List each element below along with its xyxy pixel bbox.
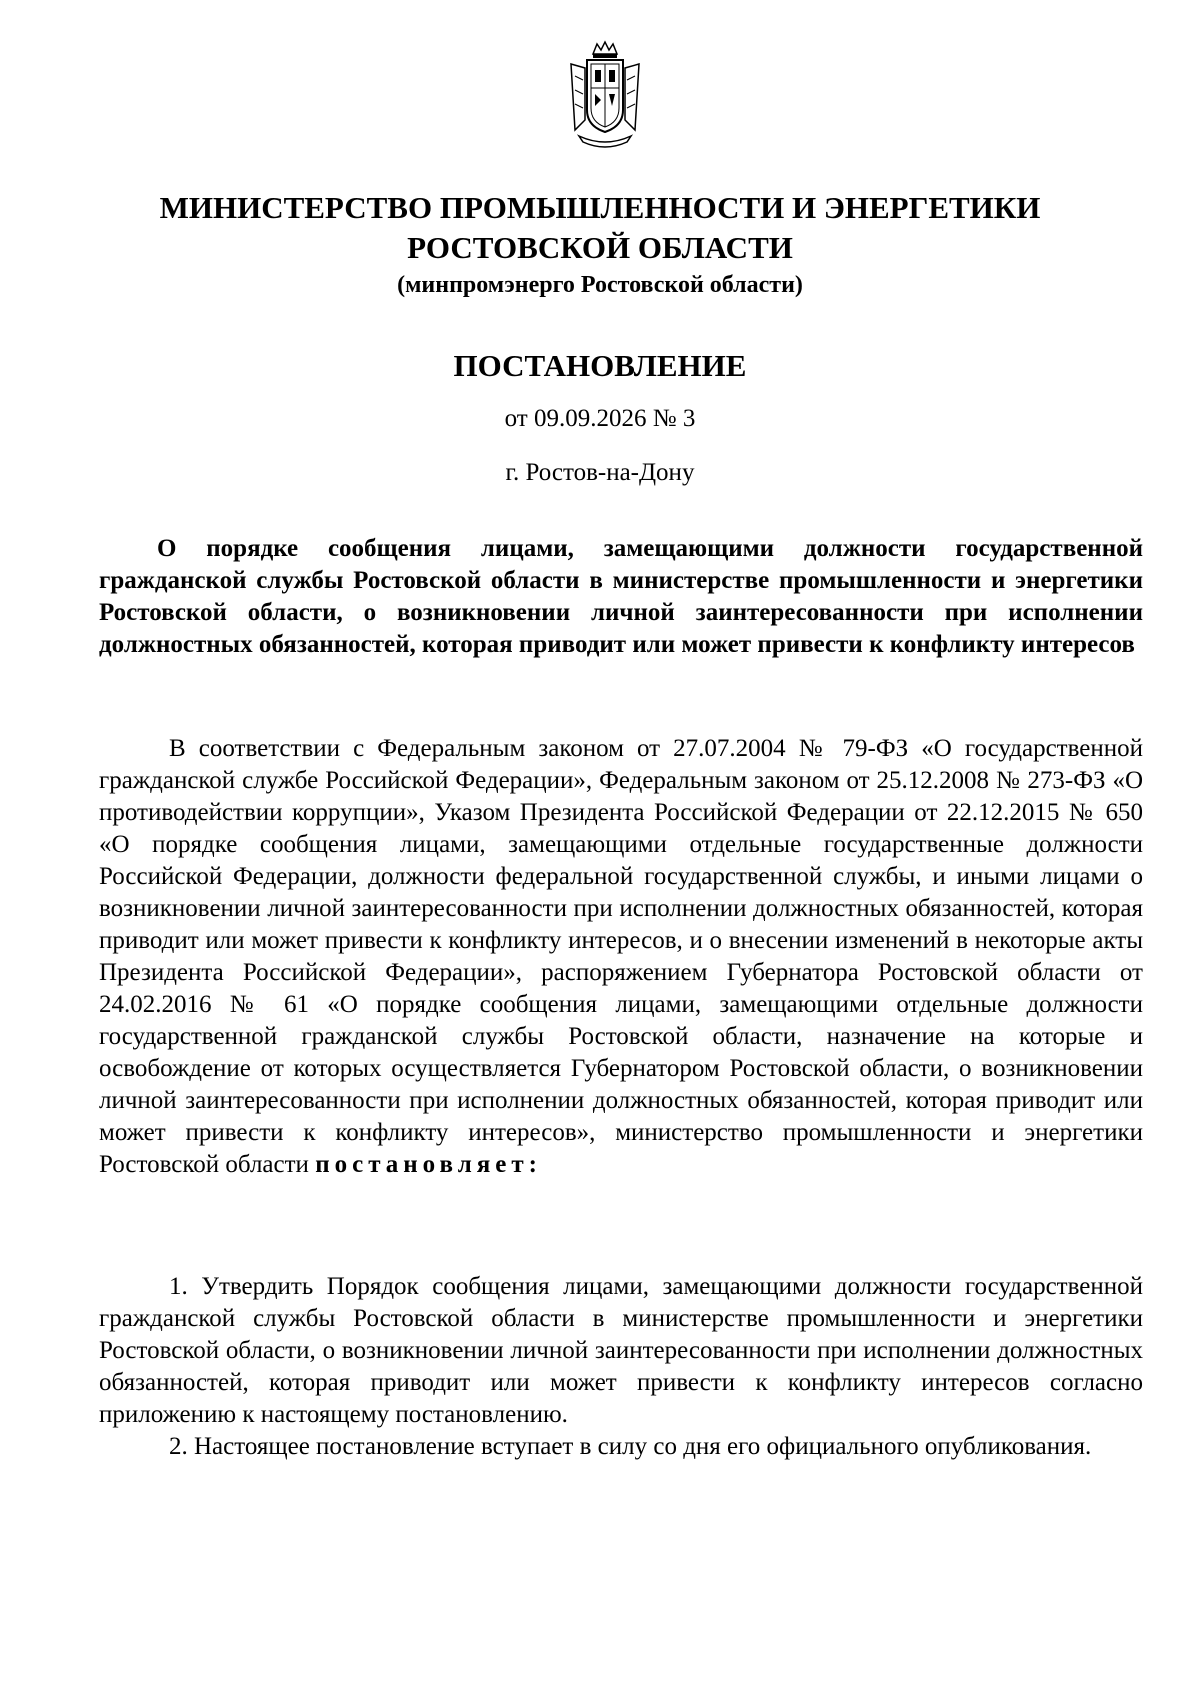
resolution-item-2: 2. Настоящее постановление вступает в силу со дня его официального опубликования. bbox=[169, 1433, 1092, 1460]
rostov-oblast-coat-of-arms-icon bbox=[565, 40, 645, 150]
document-type: ПОСТАНОВЛЕНИЕ bbox=[453, 348, 747, 383]
ministry-name-line2: РОСТОВСКОЙ ОБЛАСТИ bbox=[407, 230, 793, 265]
ministry-name-line1: МИНИСТЕРСТВО ПРОМЫШЛЕННОСТИ И ЭНЕРГЕТИКИ bbox=[159, 190, 1041, 225]
preamble-text: В соответствии с Федеральным законом от 27.07.2004 № 79-ФЗ «О государственной гражданской службе Российской Федерации», Федеральным законом от 25.12.2008 № 273-ФЗ «О противодействии коррупции», Указом Президента Российской Федерации от 22.12.2015 № 650 «О порядке сообщения лицами, замещающими отдельные государственные должности Российской Федерации, должности федеральной государственной службы, и иными лицами о возникновении личной заинтересованности при исполнении должностных обязанностей, которая приводит или может привести к конфликту интересов, и о внесении изменений в некоторые акты Президента Российской Федерации», распоряжением Губернатора Ростовской области от 24.02.2016 № 61 «О порядке сообщения лицами, замещающими отдельные должности государственной гражданской службы Ростовской области, назначение на которые и освобождение от которых осуществляется Губернатором Ростовской области, о возникновении личной заинтересованности при исполнении должностных обязанностей, которая приводит или может привести к конфликту интересов», министерство промышленности и энергетики Ростовской области bbox=[99, 735, 1143, 1178]
preamble-paragraph bbox=[99, 733, 1143, 1181]
document-city: г. Ростов-на-Дону bbox=[505, 459, 695, 486]
resolution-items bbox=[99, 1271, 1143, 1463]
ministry-short-name: (минпромэнерго Ростовской области) bbox=[397, 272, 803, 298]
resolves-keyword: постановляет: bbox=[315, 1151, 542, 1178]
document-subject: О порядке сообщения лицами, замещающими должности государственной гражданской службы Ростовской области в министерстве промышленности и энергетики Ростовской области, о возникновении личной заинтересованности при исполнении должностных обязанностей, которая приводит или может привести к конфликту интересов bbox=[99, 535, 1143, 658]
document-date-number: от 09.09.2026 № 3 bbox=[504, 405, 696, 432]
resolution-item-1: 1. Утвердить Порядок сообщения лицами, замещающими должности государственной гражданской службы Ростовской области в министерстве промышленности и энергетики Ростовской области, о возникновении личной заинтересованности при исполнении должностных обязанностей, которая приводит или может привести к конфликту интересов согласно приложению к настоящему постановлению. bbox=[99, 1273, 1143, 1428]
